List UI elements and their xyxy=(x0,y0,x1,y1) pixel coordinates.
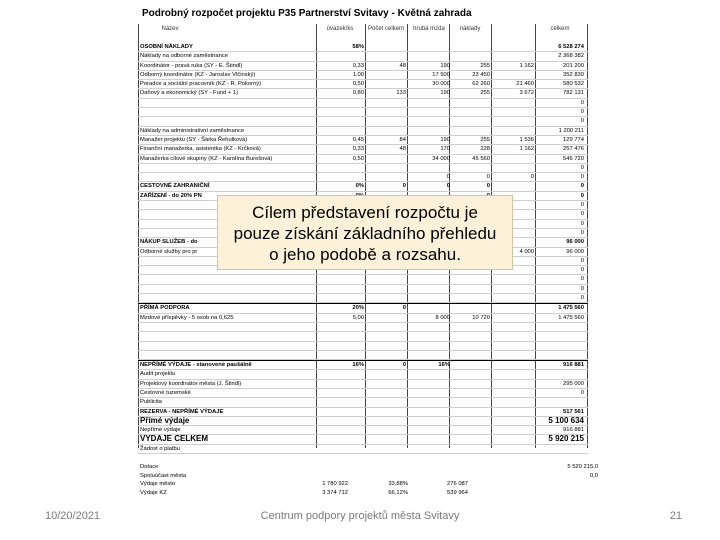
table-row xyxy=(138,52,588,61)
cell-v2: 170 xyxy=(440,146,450,153)
cell-tot: 0 xyxy=(580,118,584,125)
summary-cell-label: Výdaje město xyxy=(140,481,176,487)
cell-v2: 0 xyxy=(446,183,450,190)
table-row xyxy=(138,71,588,80)
cell-tot: 517 561 xyxy=(563,408,584,415)
cell-tot: 0 xyxy=(580,183,584,190)
summary-cell-b: 33,88% xyxy=(388,481,408,487)
page-number: 21 xyxy=(669,510,682,522)
summary-cell-a: 1 780 922 xyxy=(322,481,348,487)
summary-cell-label: Dotace xyxy=(140,464,159,470)
cell-v3: 10 720 xyxy=(472,314,490,321)
cell-v3: 255 xyxy=(480,62,490,69)
footer-date: 10/20/2021 xyxy=(45,510,101,522)
cell-label: Žádost o platbu xyxy=(140,445,180,452)
cell-v2: 34 000 xyxy=(432,155,450,162)
cell-tot: 352 830 xyxy=(563,71,584,78)
summary-cell-label: Spoluúčast města xyxy=(140,472,187,479)
sheet-title: Podrobný rozpočet projektu P35 Partnerství Svitavy - Květná zahrada xyxy=(142,8,472,19)
cell-tot: 257 476 xyxy=(563,146,584,153)
cell-label: CESTOVNÉ ZAHRANIČNÍ xyxy=(140,183,210,190)
callout-line: pouze získání základního přehledu xyxy=(233,224,497,243)
table-row xyxy=(138,43,588,52)
cell-label: Nepřímé výdaje xyxy=(140,427,181,434)
cell-v1: 0 xyxy=(402,183,406,190)
cell-label: REZERVA - NEPŘÍMÉ VÝDAJE xyxy=(140,408,224,415)
table-row xyxy=(138,445,588,454)
cell-tot: 0 xyxy=(580,202,584,209)
cell-tot: 0 xyxy=(580,257,584,264)
table-row xyxy=(138,173,588,182)
table-row xyxy=(138,360,588,370)
table-row xyxy=(138,136,588,145)
cell-v3: 255 xyxy=(480,90,490,97)
footer-organization: Centrum podpory projektů města Svitavy xyxy=(260,510,460,522)
cell-tot: 0 xyxy=(580,109,584,116)
table-row xyxy=(138,275,588,284)
cell-tot: 0 xyxy=(580,285,584,292)
cell-label: Náklady na administrativní zaměstnance xyxy=(140,127,245,134)
summary-cell-a: 3 374 712 xyxy=(322,489,348,496)
cell-tot: 96 000 xyxy=(566,248,584,255)
cell-v4: 1 536 xyxy=(519,136,534,143)
cell-tot: 1 200 211 xyxy=(558,127,584,134)
cell-tot: 0 xyxy=(580,267,584,274)
cell-v3: 45 560 xyxy=(472,155,490,162)
cell-v1: 84 xyxy=(399,136,406,143)
summary-row xyxy=(138,489,598,498)
table-row xyxy=(138,182,588,191)
summary-cell-c: 539 964 xyxy=(447,489,468,496)
cell-tot: 0 xyxy=(580,211,584,218)
cell-label: NEPŘÍMÉ VÝDAJE - stanovené paušálně xyxy=(140,362,252,369)
cell-label: Daňový a ekonomický (SY - Fund + 1) xyxy=(140,90,239,97)
cell-pct: 0,45 xyxy=(352,136,364,143)
header-price: hrubá mzda xyxy=(413,26,445,32)
table-row xyxy=(138,99,588,108)
cell-label: VÝDAJE CELKEM xyxy=(140,435,209,444)
cell-tot: 2 368 382 xyxy=(558,53,584,60)
cell-label: Publicita xyxy=(140,399,162,406)
cell-label: Manažerka cílové skupiny (KZ - Karolína Burešová) xyxy=(140,155,273,162)
cell-tot: 782 131 xyxy=(563,90,584,97)
cell-v3: 0 xyxy=(486,174,490,181)
cell-tot: 0 xyxy=(580,174,584,181)
table-row xyxy=(138,145,588,154)
header-other: náklady xyxy=(459,26,481,32)
cell-tot: 129 774 xyxy=(563,136,584,143)
table-row xyxy=(138,332,588,341)
table-row xyxy=(138,80,588,89)
cell-label: Manažer projektu (SY - Šárka Řehulková) xyxy=(140,136,248,143)
cell-v4: 0 xyxy=(530,174,534,181)
table-row xyxy=(138,342,588,351)
cell-tot: 295 000 xyxy=(563,380,584,387)
table-row xyxy=(138,294,588,303)
table-row xyxy=(138,127,588,136)
table-row xyxy=(138,155,588,164)
table-row xyxy=(138,398,588,407)
cell-tot: 5 100 634 xyxy=(548,415,584,425)
summary-cell-label: Výdaje KZ xyxy=(140,489,167,496)
cell-label: NÁKUP SLUŽEB - do xyxy=(140,239,198,246)
cell-v4: 1 162 xyxy=(519,62,534,69)
cell-label: Odborné služby pro pr xyxy=(140,248,198,255)
table-row xyxy=(138,417,588,426)
header-count: Počet celkem xyxy=(367,26,404,32)
cell-v2: 190 xyxy=(440,62,450,69)
header-unit: úvazek/ks xyxy=(326,26,354,32)
table-row xyxy=(138,389,588,398)
cell-tot: 0 xyxy=(580,99,584,106)
cell-v2: 8 000 xyxy=(435,314,450,321)
cell-tot: 0 xyxy=(580,389,584,396)
cell-tot: 0 xyxy=(580,229,584,236)
table-row xyxy=(138,89,588,98)
cell-tot: 6 528 274 xyxy=(558,44,584,50)
table-row xyxy=(138,435,588,444)
info-callout xyxy=(217,195,513,270)
cell-pct: 0,33 xyxy=(352,146,364,153)
cell-tot: 916 881 xyxy=(563,427,584,434)
cell-label: Odborný koordinátor (KZ - Jaroslav Vlčinský) xyxy=(140,71,256,78)
cell-v2: 17 500 xyxy=(432,71,450,78)
cell-label: OSOBNÍ NÁKLADY xyxy=(140,44,193,50)
cell-v2: 190 xyxy=(440,90,450,97)
table-row xyxy=(138,426,588,435)
cell-label: Koordinátor - pravá ruka (SY - E. Štindl) xyxy=(140,62,243,69)
cell-v4: 1 162 xyxy=(519,146,534,153)
cell-v2: 30 000 xyxy=(432,81,450,88)
table-row xyxy=(138,323,588,332)
table-row xyxy=(138,408,588,417)
cell-tot: 0 xyxy=(580,192,584,199)
cell-tot: 0 xyxy=(580,295,584,302)
cell-v1: 48 xyxy=(399,146,406,153)
table-row xyxy=(138,117,588,126)
cell-tot: 5 920 215 xyxy=(548,434,584,444)
cell-v1: 133 xyxy=(396,90,406,97)
cell-v3: 255 xyxy=(480,136,490,143)
cell-label: Finanční manažerka, asistentka (KZ - Krčková) xyxy=(140,146,261,153)
cell-tot: 96 000 xyxy=(566,239,584,246)
table-row xyxy=(138,62,588,71)
cell-v2: 190 xyxy=(440,136,450,143)
cell-pct: 20% xyxy=(352,305,364,312)
cell-pct: 1,00 xyxy=(352,71,364,78)
cell-label: Mzdové příspěvky - 5 osob na 0,625 xyxy=(140,314,234,321)
cell-v1: 0 xyxy=(402,362,406,369)
cell-label: Náklady na odborné zaměstnance xyxy=(140,53,228,60)
cell-tot: 0 xyxy=(580,276,584,283)
header-total: celkem xyxy=(550,26,570,32)
cell-tot: 916 881 xyxy=(563,362,584,369)
header-name: Název xyxy=(161,26,179,32)
callout-line: o jeho podobě a rozsahu. xyxy=(269,245,461,264)
cell-tot: 0 xyxy=(580,220,584,227)
cell-label: Audit projektu xyxy=(140,371,176,378)
summary-cell-d: 0,0 xyxy=(589,472,598,479)
callout-line: Cílem představení rozpočtu je xyxy=(252,203,478,222)
cell-v3: 228 xyxy=(480,146,490,153)
cell-pct: 0,33 xyxy=(352,62,364,69)
cell-v4: 21 460 xyxy=(516,81,534,88)
summary-row xyxy=(138,463,598,472)
summary-row xyxy=(138,472,598,481)
cell-v3: 23 450 xyxy=(472,71,490,78)
cell-v3: 0 xyxy=(486,183,490,190)
cell-pct: 58% xyxy=(352,44,364,50)
cell-pct: 0% xyxy=(355,183,364,190)
summary-cell-b: 66,12% xyxy=(388,489,408,496)
cell-v4: 3 672 xyxy=(519,90,534,97)
cell-tot: 1 475 560 xyxy=(558,305,584,312)
summary-cell-d: 5 520 215,0 xyxy=(567,464,598,470)
cell-pct: 0,50 xyxy=(352,81,364,88)
cell-tot: 201 200 xyxy=(563,62,584,69)
cell-pct: 0,80 xyxy=(352,90,364,97)
cell-v1: 0 xyxy=(402,305,406,312)
cell-label: ZAŘÍZENÍ - do 20% PN xyxy=(140,192,202,199)
cell-tot: 1 475 560 xyxy=(558,314,584,321)
table-row xyxy=(138,285,588,294)
table-row xyxy=(138,314,588,323)
table-row xyxy=(138,380,588,389)
cell-label: Poradce a sociální pracovník (KZ - R. Pokorný) xyxy=(140,81,262,88)
funding-summary xyxy=(138,463,598,497)
cell-label: PŘÍMÁ PODPORA xyxy=(140,305,190,312)
summary-row xyxy=(138,480,598,489)
summary-cell-c: 276 087 xyxy=(447,481,468,487)
cell-label: Projektový koordinátor města (J. Štindl) xyxy=(140,380,242,387)
table-row xyxy=(138,303,588,313)
cell-pct: 0,50 xyxy=(352,155,364,162)
cell-tot: 0 xyxy=(580,164,584,171)
cell-v2: 0 xyxy=(446,174,450,181)
table-row xyxy=(138,370,588,379)
cell-v2: 16% xyxy=(438,362,450,369)
cell-label: Cestovné tuzemské xyxy=(140,389,191,396)
table-row xyxy=(138,351,588,360)
cell-pct: 5,00 xyxy=(352,314,364,321)
cell-label: Přímé výdaje xyxy=(140,416,190,425)
cell-v3: 62 260 xyxy=(472,81,490,88)
cell-tot: 580 532 xyxy=(563,81,584,88)
cell-v4: 4 000 xyxy=(519,248,534,255)
cell-tot: 546 720 xyxy=(563,155,584,162)
table-row xyxy=(138,108,588,117)
cell-pct: 16% xyxy=(352,362,364,369)
cell-v1: 48 xyxy=(399,62,406,69)
table-row xyxy=(138,164,588,173)
